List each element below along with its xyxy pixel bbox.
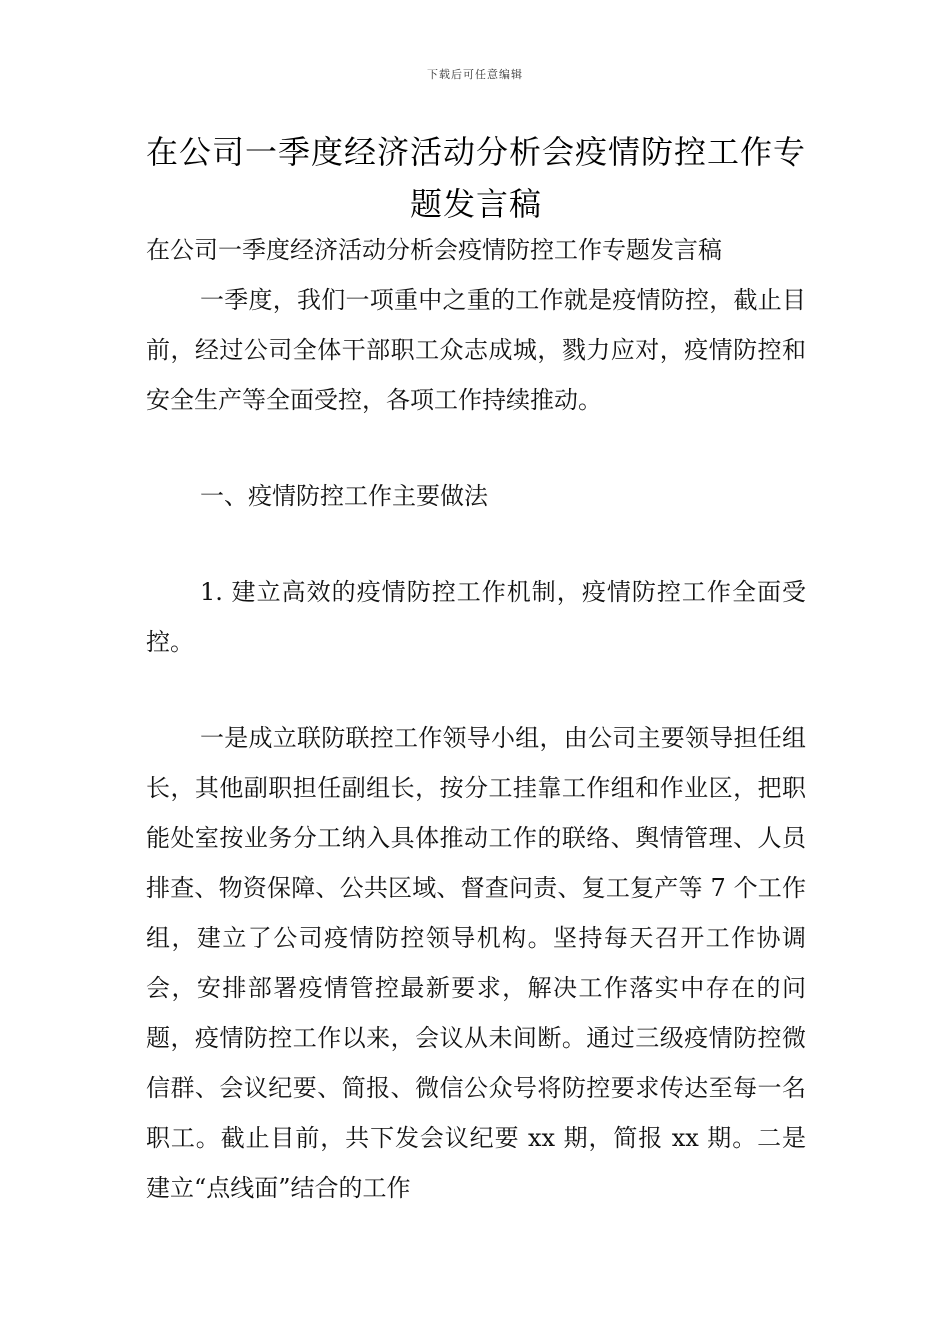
section-heading-1: 一、疫情防控工作主要做法	[200, 482, 488, 510]
document-body	[146, 225, 806, 1213]
document-title: 在公司一季度经济活动分析会疫情防控工作专题发言稿	[146, 133, 807, 223]
paragraph-detail: 一是成立联防联控工作领导小组，由公司主要领导担任组长，其他副职担任副组长，按分工挂靠工作组和作业区，把职能处室按业务分工纳入具体推动工作的联络、舆情管理、人员排查、物资保障、公共区域、督查问责、复工复产等 7 个工作组，建立了公司疫情防控领导机构。坚持每天召开工作协调会，安排部署疫情管控最新要求，解决工作落实中存在的问题，疫情防控工作以来，会议从未间断。通过三级疫情防控微信群、会议纪要、简报、微信公众号将防控要求传达至每一名职工。截止目前，共下发会议纪要 xx 期，简报 xx 期。二是建立“点线面”结合的工作	[146, 724, 806, 1202]
document-subtitle: 在公司一季度经济活动分析会疫情防控工作专题发言稿	[146, 236, 722, 264]
item-heading-1: 1. 建立高效的疫情防控工作机制，疫情防控工作全面受控。	[146, 578, 806, 656]
header-note: 下载后可任意编辑	[427, 68, 523, 81]
paragraph-intro: 一季度，我们一项重中之重的工作就是疫情防控，截止目前，经过公司全体干部职工众志成城，戮力应对，疫情防控和安全生产等全面受控，各项工作持续推动。	[146, 286, 806, 414]
